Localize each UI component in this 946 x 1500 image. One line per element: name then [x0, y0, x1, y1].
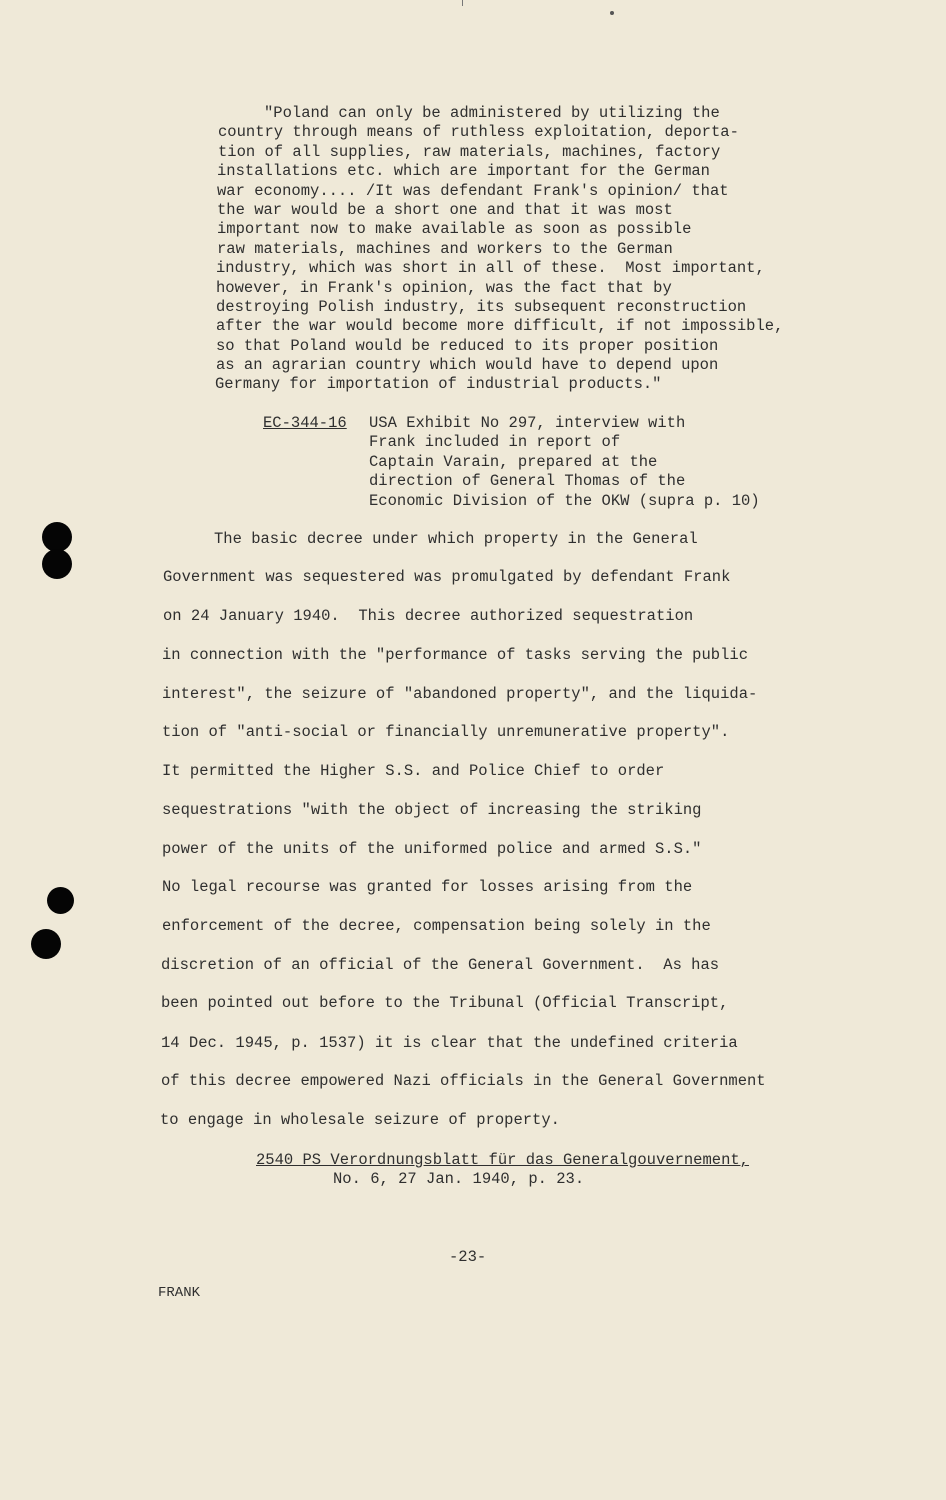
quote-line: "Poland can only be administered by utilizing the: [264, 104, 720, 122]
body-line: Government was sequestered was promulgated by defendant Frank: [163, 568, 731, 586]
footer-label: FRANK: [158, 1285, 201, 1301]
punch-hole: [47, 887, 74, 914]
citation-line: No. 6, 27 Jan. 1940, p. 23.: [333, 1170, 585, 1188]
body-line: enforcement of the decree, compensation being solely in the: [162, 917, 711, 935]
body-line: to engage in wholesale seizure of property.: [160, 1111, 560, 1129]
quote-line: as an agrarian country which would have to depend upon: [216, 356, 719, 374]
quote-line: raw materials, machines and workers to the German: [217, 240, 673, 258]
quote-line: after the war would become more difficult, if not impossible,: [216, 317, 784, 335]
quote-line: industry, which was short in all of these. Most important,: [216, 259, 765, 277]
punch-hole: [31, 929, 61, 959]
quote-line: important now to make available as soon as possible: [217, 220, 692, 238]
citation-reference: 2540 PS Verordnungsblatt für das Generalgouvernement,: [256, 1151, 749, 1169]
quote-line: however, in Frank's opinion, was the fact that by: [216, 279, 672, 297]
body-line: The basic decree under which property in the General: [214, 530, 698, 548]
body-line: of this decree empowered Nazi officials in the General Government: [161, 1072, 766, 1090]
body-line: It permitted the Higher S.S. and Police Chief to order: [162, 762, 665, 780]
quote-line: Germany for importation of industrial products.": [215, 375, 662, 393]
body-line: power of the units of the uniformed police and armed S.S.": [162, 840, 702, 858]
punch-hole: [42, 549, 72, 579]
citation-line: Frank included in report of: [369, 433, 621, 451]
body-line: interest", the seizure of "abandoned property", and the liquida-: [162, 685, 758, 703]
citation-line: direction of General Thomas of the: [369, 472, 686, 490]
citation-line: Economic Division of the OKW (supra p. 10): [369, 492, 760, 510]
quote-line: country through means of ruthless exploitation, deporta-: [218, 123, 739, 141]
punch-hole: [42, 522, 72, 552]
body-line: in connection with the "performance of tasks serving the public: [162, 646, 748, 664]
body-line: sequestrations "with the object of increasing the striking: [162, 801, 702, 819]
top-tick-mark: [462, 0, 463, 6]
quote-line: installations etc. which are important for the German: [217, 162, 710, 180]
citation-line: USA Exhibit No 297, interview with: [369, 414, 686, 432]
citation-reference: EC-344-16: [263, 414, 347, 432]
quote-line: tion of all supplies, raw materials, machines, factory: [218, 143, 721, 161]
body-line: No legal recourse was granted for losses arising from the: [162, 878, 693, 896]
citation-line: Captain Varain, prepared at the: [369, 453, 658, 471]
quote-line: war economy.... /It was defendant Frank's opinion/ that: [217, 182, 729, 200]
quote-line: so that Poland would be reduced to its proper position: [216, 337, 719, 355]
quote-line: the war would be a short one and that it was most: [217, 201, 673, 219]
body-line: discretion of an official of the General Government. As has: [161, 956, 720, 974]
body-line: been pointed out before to the Tribunal (Official Transcript,: [161, 994, 729, 1012]
quote-line: destroying Polish industry, its subsequent reconstruction: [216, 298, 747, 316]
body-line: 14 Dec. 1945, p. 1537) it is clear that the undefined criteria: [161, 1034, 738, 1052]
top-dot-mark: [610, 11, 614, 15]
page-number: -23-: [449, 1248, 487, 1266]
body-line: tion of "anti-social or financially unremunerative property".: [162, 723, 730, 741]
body-line: on 24 January 1940. This decree authorized sequestration: [163, 607, 694, 625]
